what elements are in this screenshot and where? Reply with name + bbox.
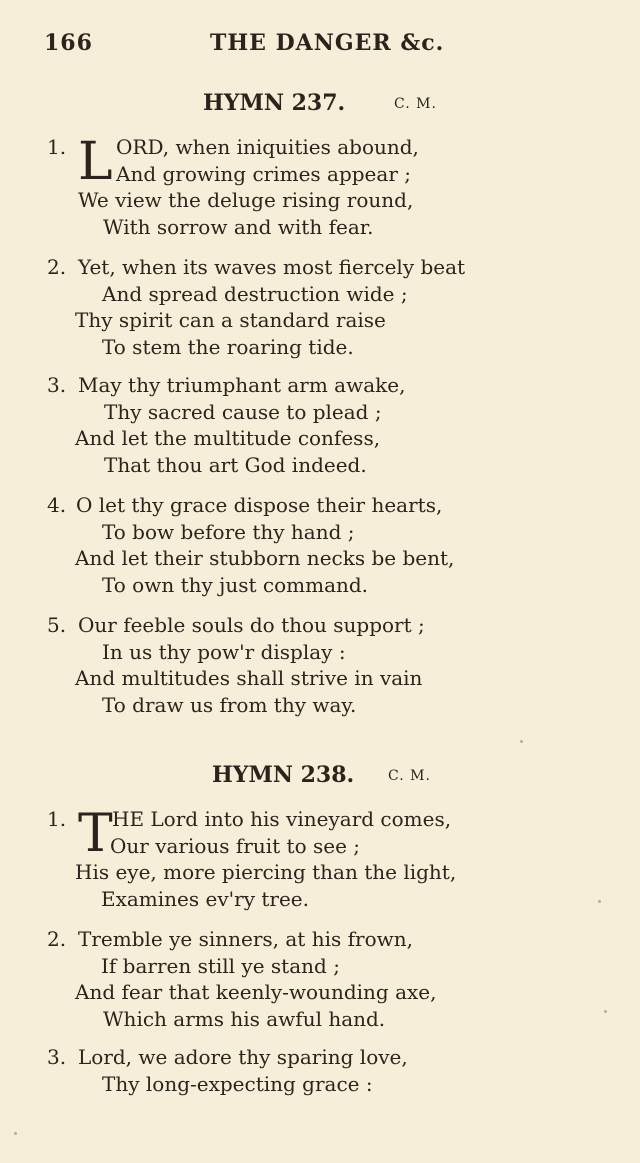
stanza (0, 926, 640, 1032)
stanza (0, 372, 640, 478)
drop-cap: T (78, 804, 113, 864)
verse-line: To own thy just command. (102, 572, 369, 597)
page-number: 166 (44, 30, 93, 56)
verse-line: His eye, more piercing than the light, (75, 860, 457, 885)
paper-speck (520, 740, 523, 743)
verse-line: That thou art God indeed. (104, 452, 367, 477)
verse-line: In us thy pow'r display : (102, 639, 346, 664)
paper-speck (598, 900, 601, 903)
hymn-meter: C. M. (394, 96, 437, 112)
verse-line: Tremble ye sinners, at his frown, (78, 927, 413, 951)
verse-number: 4. (47, 493, 67, 517)
verse-number: 3. (47, 373, 67, 397)
hymn-number: HYMN 237. (203, 90, 346, 116)
verse-number: 1. (47, 135, 67, 159)
stanza (0, 134, 640, 240)
stanza (0, 492, 640, 598)
verse-line: Thy long-expecting grace : (102, 1071, 373, 1096)
verse-line: With sorrow and with fear. (103, 214, 374, 239)
verse-line: And multitudes shall strive in vain (75, 666, 423, 691)
verse-line: And growing crimes appear ; (116, 161, 411, 186)
verse-line: And spread destruction wide ; (102, 281, 408, 306)
verse-line: To stem the roaring tide. (102, 334, 354, 359)
verse-number: 2. (47, 255, 67, 279)
paper-speck (604, 1010, 607, 1013)
drop-cap: L (78, 132, 113, 192)
verse-line: To bow before thy hand ; (102, 519, 355, 544)
verse-line: O let thy grace dispose their hearts, (76, 493, 443, 517)
verse-number: 5. (47, 613, 67, 637)
paper-speck (14, 1132, 17, 1135)
verse-line: Thy sacred cause to plead ; (104, 399, 382, 424)
verse-number: 1. (47, 807, 67, 831)
hymn-number: HYMN 238. (212, 762, 355, 788)
verse-line: Thy spirit can a standard raise (75, 308, 386, 333)
hymn-meter: C. M. (388, 768, 431, 784)
verse-line: Yet, when its waves most fiercely beat (78, 255, 466, 279)
verse-number: 2. (47, 927, 67, 951)
verse-line: Which arms his awful hand. (103, 1006, 386, 1031)
verse-line: If barren still ye stand ; (101, 953, 340, 978)
verse-line: Examines ev'ry tree. (101, 886, 309, 911)
verse-line: Lord, we adore thy sparing love, (78, 1045, 408, 1069)
verse-line: HE Lord into his vineyard comes, (112, 807, 452, 831)
stanza (0, 1044, 640, 1097)
verse-line: ORD, when iniquities abound, (116, 135, 419, 159)
verse-number: 3. (47, 1045, 67, 1069)
running-title: THE DANGER &c. (210, 30, 445, 56)
stanza (0, 254, 640, 360)
running-head (0, 30, 640, 60)
verse-line: Our various fruit to see ; (110, 833, 361, 858)
verse-line: And let the multitude confess, (75, 426, 381, 451)
verse-line: To draw us from thy way. (102, 692, 357, 717)
verse-line: And let their stubborn necks be bent, (75, 546, 455, 571)
verse-line: And fear that keenly-wounding axe, (75, 980, 437, 1005)
verse-line: May thy triumphant arm awake, (78, 373, 406, 397)
verse-line: We view the deluge rising round, (78, 188, 414, 213)
stanza (0, 612, 640, 718)
stanza (0, 806, 640, 912)
verse-line: Our feeble souls do thou support ; (78, 613, 425, 637)
